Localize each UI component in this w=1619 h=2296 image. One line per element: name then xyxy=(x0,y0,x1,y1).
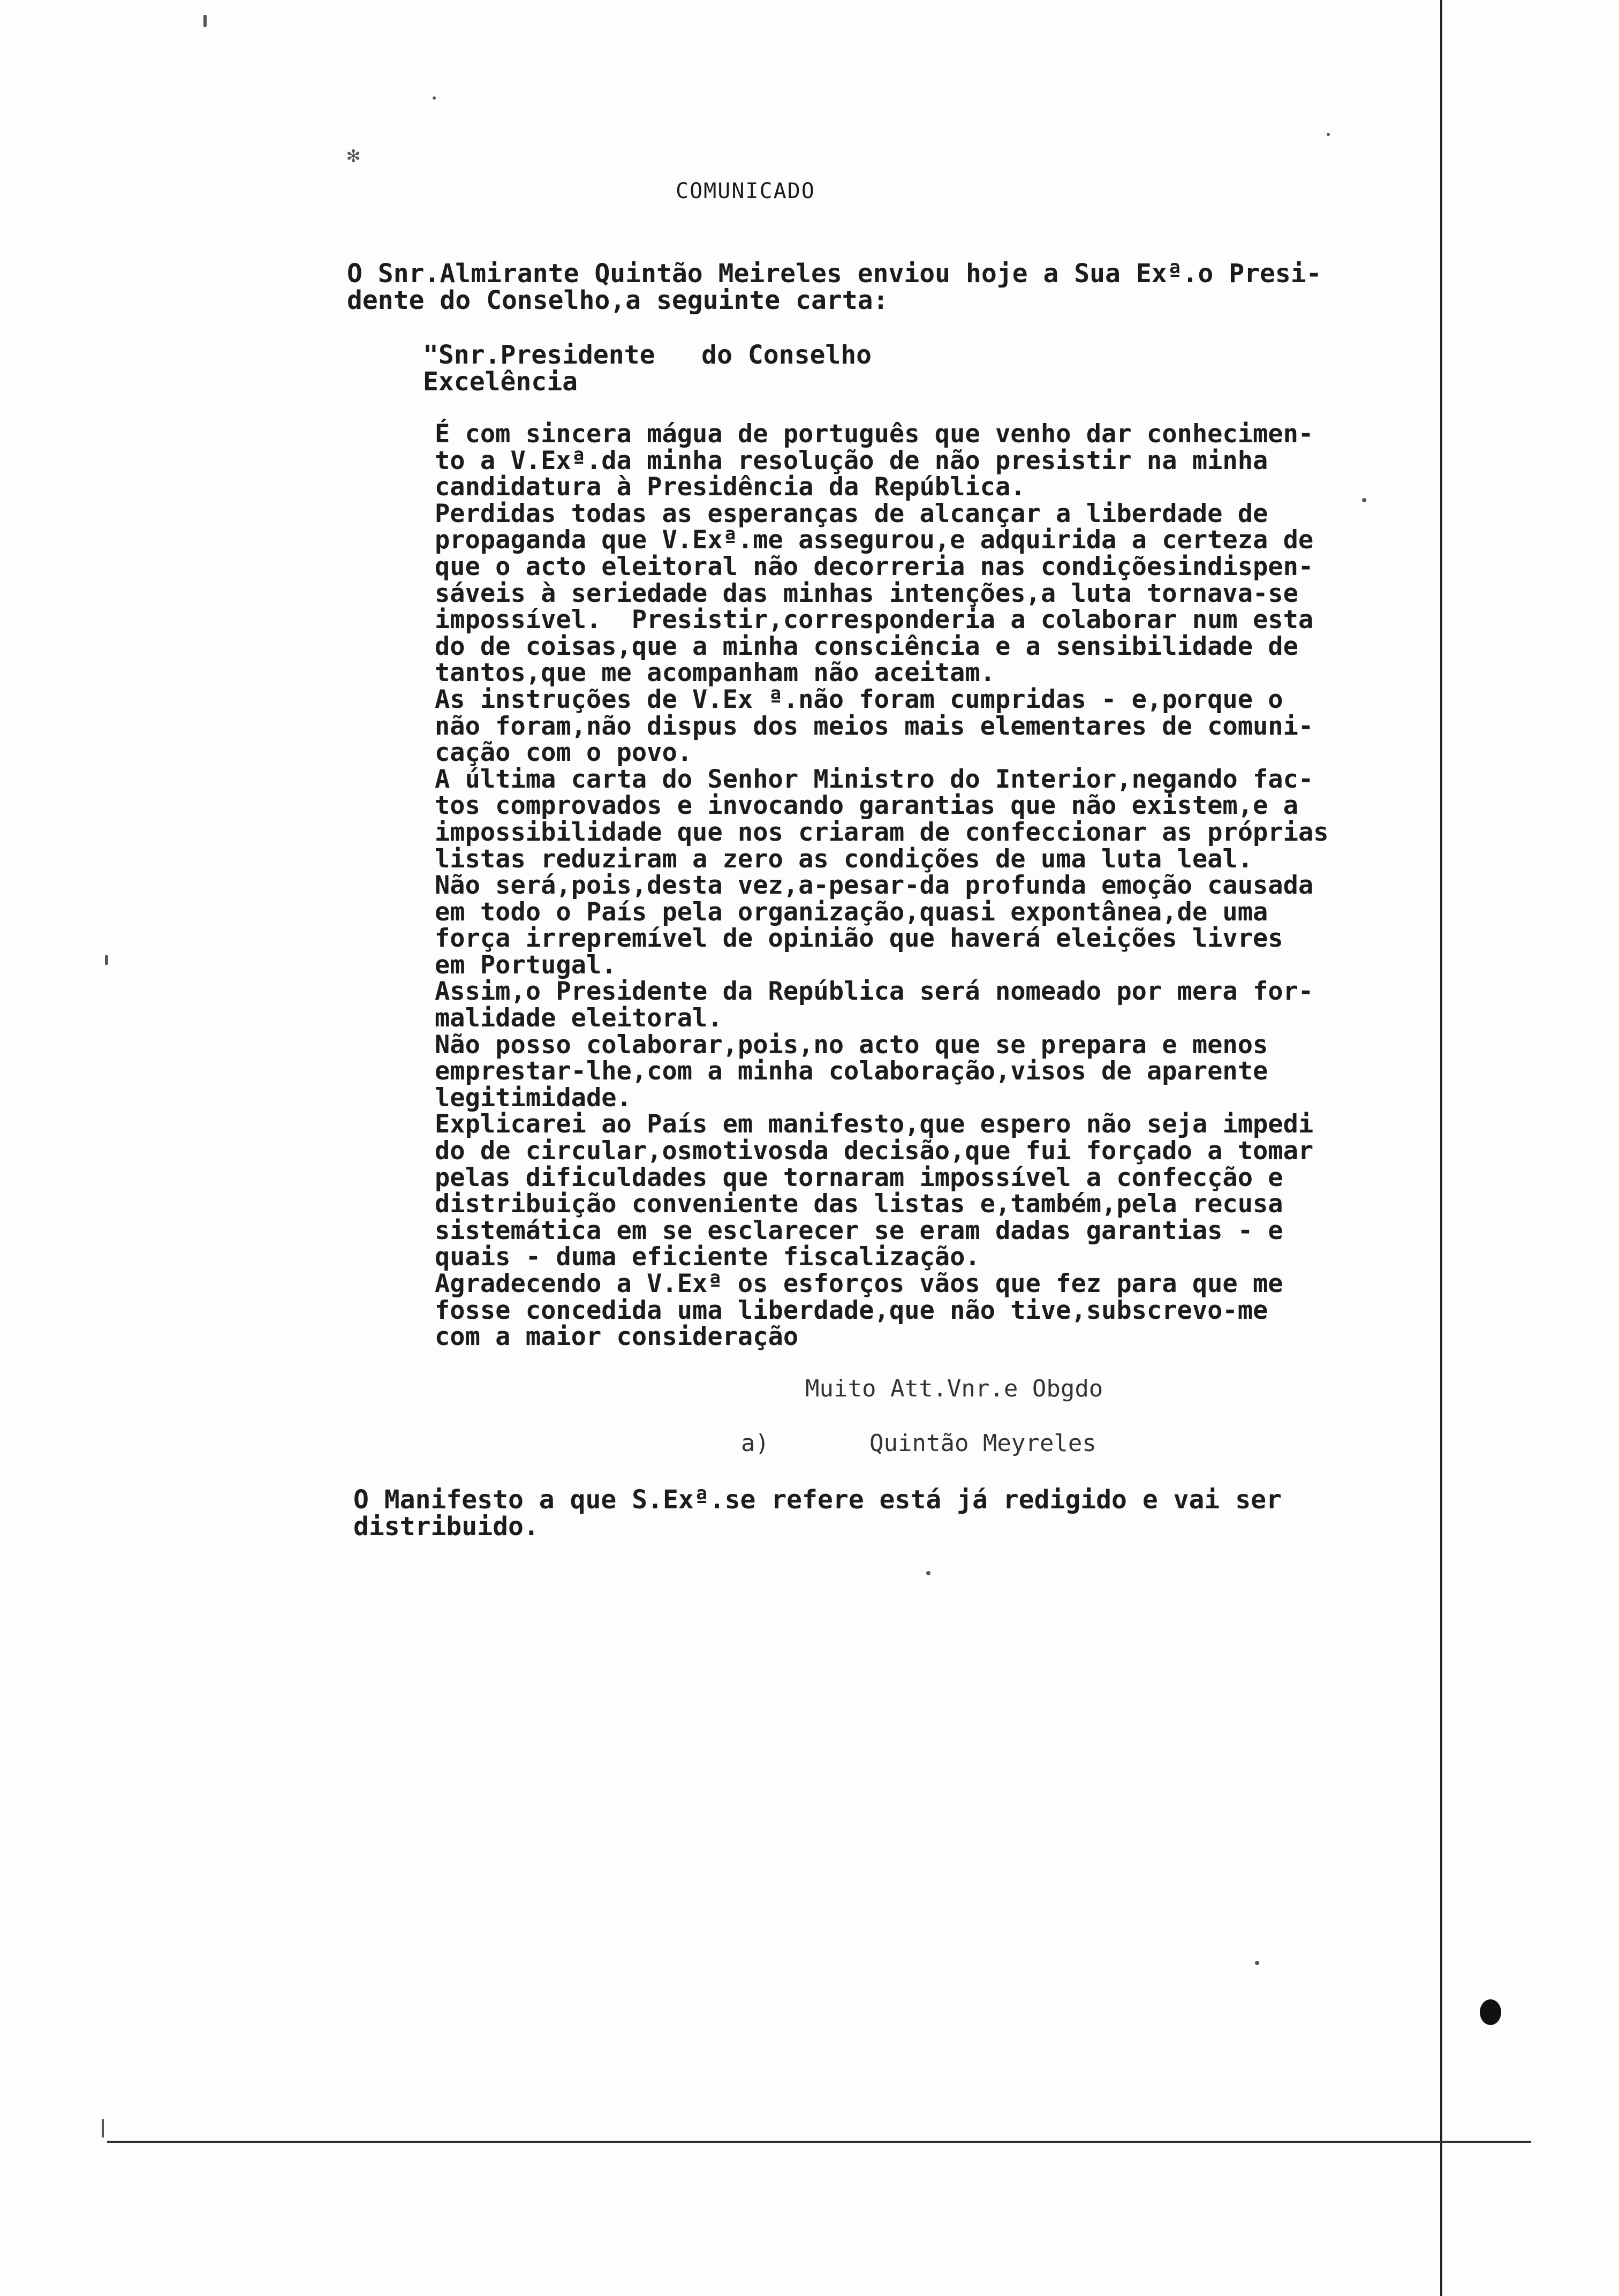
letter-line: tos comprovados e invocando garantias que não existem,e a xyxy=(435,791,1298,821)
letter-line: em Portugal. xyxy=(435,950,617,980)
letter-line: fosse concedida uma liberdade,que não tive,subscrevo-me xyxy=(435,1295,1268,1325)
page-fold-line xyxy=(107,2141,1531,2143)
ink-blot-mark: ✻ xyxy=(347,143,360,168)
letter-line: emprestar-lhe,com a minha colaboração,visos de aparente xyxy=(435,1056,1268,1086)
letter-line: do de circular,osmotivosda decisão,que fui forçado a tomar xyxy=(435,1136,1314,1166)
letter-line: Não será,pois,desta vez,a-pesar-da profunda emoção causada xyxy=(435,871,1314,901)
paper-speck xyxy=(1327,133,1330,136)
paper-speck xyxy=(1255,1961,1259,1965)
paper-speck xyxy=(433,96,436,100)
letter-line: to a V.Exª.da minha resolução de não presistir na minha xyxy=(435,445,1268,475)
intro-paragraph xyxy=(347,260,1412,314)
salutation-line: Excelência xyxy=(423,367,578,397)
letter-line: em todo o País pela organização,quasi expontânea,de uma xyxy=(435,897,1268,927)
footer-line: distribuido. xyxy=(353,1512,539,1542)
fold-line-tick xyxy=(102,2119,111,2138)
letter-body xyxy=(435,421,1420,1350)
letter-line: listas reduziram a zero as condições de uma luta leal. xyxy=(435,844,1253,874)
letter-line: do de coisas,que a minha consciência e a sensibilidade de xyxy=(435,631,1298,661)
letter-line: sáveis à seriedade das minhas intenções,a luta tornava-se xyxy=(435,578,1298,608)
intro-line: O Snr.Almirante Quintão Meireles enviou hoje a Sua Exª.o Presi- xyxy=(347,259,1322,289)
letter-line: É com sincera mágua de português que venho dar conhecimen- xyxy=(435,419,1314,449)
margin-rule-line xyxy=(1440,0,1442,2296)
document-title: COMUNICADO xyxy=(676,179,815,203)
signature-marker: a) xyxy=(741,1430,769,1457)
salutation-line: "Snr.Presidente do Conselho xyxy=(423,340,872,370)
letter-line: não foram,não dispus dos meios mais elementares de comuni- xyxy=(435,711,1314,741)
letter-line: As instruções de V.Ex ª.não foram cumpridas - e,porque o xyxy=(435,684,1283,714)
letter-line: A última carta do Senhor Ministro do Interior,negando fac- xyxy=(435,764,1314,794)
letter-line: legitimidade. xyxy=(435,1083,632,1113)
letter-line: malidade eleitoral. xyxy=(435,1003,723,1033)
letter-salutation xyxy=(423,342,872,395)
letter-line: pelas dificuldades que tornaram impossível a confecção e xyxy=(435,1162,1283,1192)
letter-line: candidatura à Presidência da República. xyxy=(435,472,1026,502)
footer-line: O Manifesto a que S.Exª.se refere está já redigido e vai ser xyxy=(353,1485,1282,1515)
letter-line: distribuição conveniente das listas e,também,pela recusa xyxy=(435,1189,1283,1219)
letter-line: cação com o povo. xyxy=(435,738,693,768)
letter-line: sistemática em se esclarecer se eram dadas garantias - e xyxy=(435,1215,1283,1245)
letter-line: força irrepremível de opinião que haverá eleições livres xyxy=(435,924,1283,954)
letter-line: impossível. Presistir,corresponderia a colaborar num esta xyxy=(435,605,1314,635)
footer-note xyxy=(353,1486,1419,1540)
paper-speck xyxy=(105,955,108,965)
letter-line: Assim,o Presidente da República será nomeado por mera for- xyxy=(435,977,1314,1007)
letter-line: Perdidas todas as esperanças de alcançar a liberdade de xyxy=(435,499,1268,528)
paper-speck xyxy=(203,15,207,27)
punch-hole-mark xyxy=(1480,1999,1501,2025)
letter-line: com a maior consideração xyxy=(435,1322,799,1352)
paper-speck xyxy=(926,1571,930,1575)
letter-line: Agradecendo a V.Exª os esforços vãos que fez para que me xyxy=(435,1269,1283,1298)
letter-line: propaganda que V.Exª.me assegurou,e adquirida a certeza de xyxy=(435,525,1314,555)
letter-line: Não posso colaborar,pois,no acto que se prepara e menos xyxy=(435,1030,1268,1060)
letter-line: quais - duma eficiente fiscalização. xyxy=(435,1242,980,1272)
letter-closing: Muito Att.Vnr.e Obgdo xyxy=(805,1375,1103,1402)
letter-line: impossibilidade que nos criaram de confeccionar as próprias xyxy=(435,817,1329,847)
letter-line: que o acto eleitoral não decorreria nas condiçõesindispen- xyxy=(435,552,1314,581)
signature-name: Quintão Meyreles xyxy=(869,1430,1096,1457)
letter-line: Explicarei ao País em manifesto,que espero não seja impedi xyxy=(435,1109,1314,1139)
letter-line: tantos,que me acompanham não aceitam. xyxy=(435,658,995,688)
intro-line: dente do Conselho,a seguinte carta: xyxy=(347,285,889,315)
